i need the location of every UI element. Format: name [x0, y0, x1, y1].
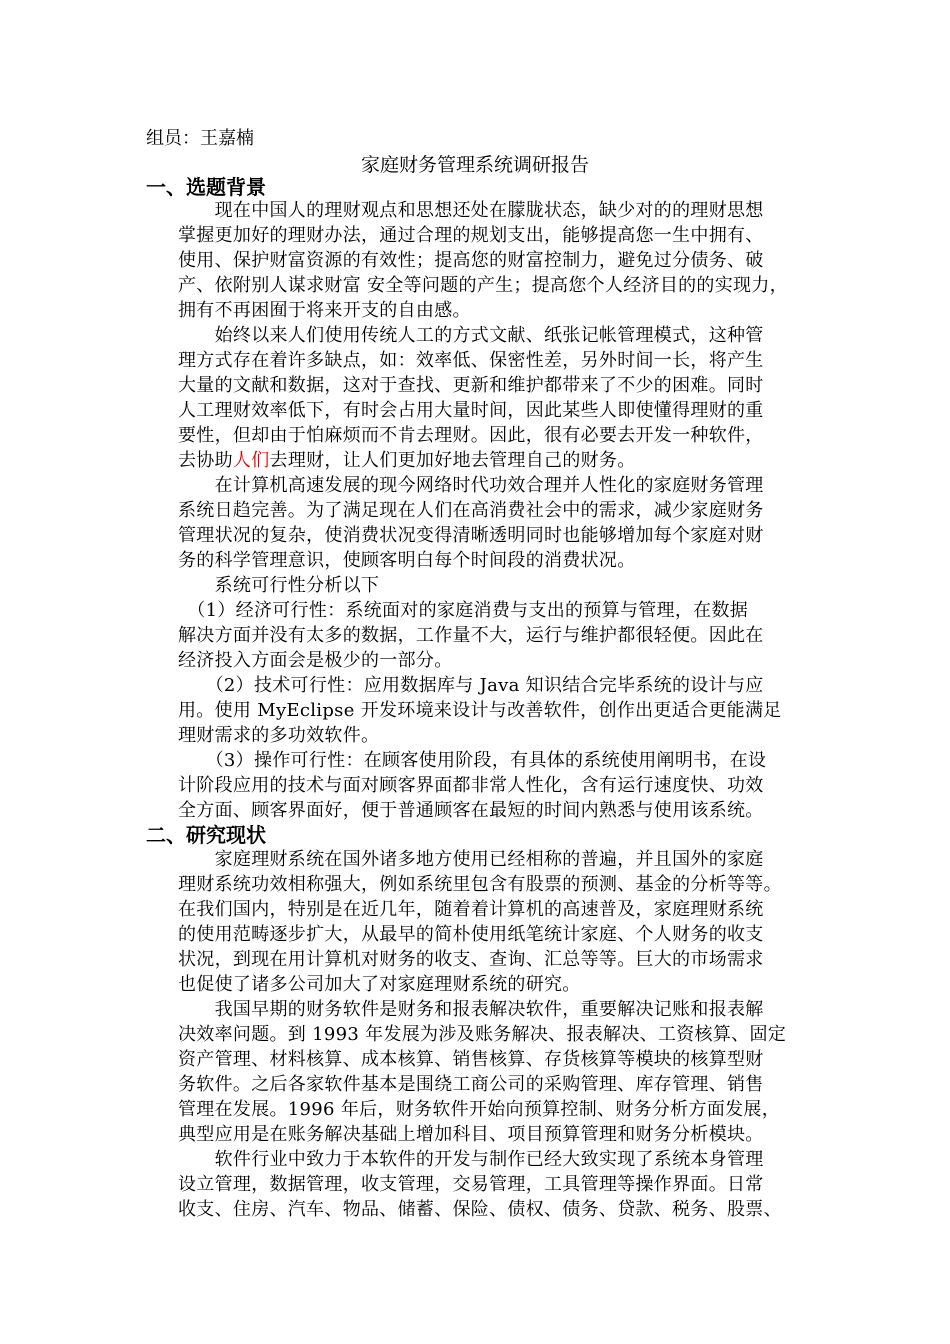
help-line-before: 去协助 [178, 450, 233, 471]
feasibility-item: （1）经济可行性：系统面对的家庭消费与支出的预算与管理，在数据 [178, 600, 749, 621]
paragraph-line: 系统可行性分析以下 [178, 575, 380, 596]
paragraph-line: 拥有不再困囿于将来开支的自由感。 [178, 300, 471, 321]
paragraph-line: 用。使用 MyEclipse 开发环境来设计与改善软件，创作出更适合更能满足 [178, 700, 782, 721]
paragraph-line: 使用、保护财富资源的有效性；提高您的财富控制力，避免过分债务、破 [178, 250, 764, 271]
paragraph-line: 收支、住房、汽车、物品、储蓄、保险、债权、债务、贷款、税务、股票、 [178, 1199, 782, 1220]
paragraph-line: 决效率问题。到 1993 年发展为涉及账务解决、报表解决、工资核算、固定 [178, 1024, 787, 1045]
paragraph-line: 掌握更加好的理财办法，通过合理的规划支出，能够提高您一生中拥有、 [178, 225, 764, 246]
paragraph-line: 典型应用是在账务解决基础上增加科目、项目预算管理和财务分析模块。 [178, 1124, 764, 1145]
paragraph-line: 大量的文献和数据，这对于查找、更新和维护都带来了不少的困难。同时 [178, 375, 764, 396]
section-heading-background: 一、选题背景 [146, 175, 266, 199]
help-line-after: 去理财，让人们更加好地去管理自己的财务。 [269, 450, 636, 471]
paragraph-line: 家庭理财系统在国外诸多地方使用已经相称的普遍，并且国外的家庭 [178, 849, 764, 870]
help-line-red-text: 人们 [232, 450, 270, 471]
paragraph-line: 产、依附别人谋求财富 安全等问题的产生；提高您个人经济目的的实现力， [178, 275, 788, 296]
paragraph-line: 现在中国人的理财观点和思想还处在朦胧状态，缺少对的的理财思想 [178, 200, 764, 221]
paragraph-line: 务的科学管理意识，使顾客明白每个时间段的消费状况。 [178, 550, 636, 571]
paragraph-line: 在计算机高速发展的现今网络时代功效合理并人性化的家庭财务管理 [178, 475, 764, 496]
paragraph-line-highlighted [178, 449, 636, 473]
group-members: 组员：王嘉楠 [146, 128, 254, 149]
paragraph-line: 管理状况的复杂，使消费状况变得清晰透明同时也能够增加每个家庭对财 [178, 525, 764, 546]
paragraph-line: 管理在发展。1996 年后，财务软件开始向预算控制、财务分析方面发展， [178, 1099, 781, 1120]
paragraph-line: 理方式存在着许多缺点，如：效率低、保密性差，另外时间一长，将产生 [178, 350, 764, 371]
paragraph-line: 资产管理、材料核算、成本核算、销售核算、存货核算等模块的核算型财 [178, 1049, 764, 1070]
paragraph-line: 在我们国内，特别是在近几年，随着着计算机的高速普及，家庭理财系统 [178, 899, 764, 920]
paragraph-line: 务软件。之后各家软件基本是围绕工商公司的采购管理、库存管理、销售 [178, 1074, 764, 1095]
paragraph-line: 全方面、顾客界面好，便于普通顾客在最短的时间内熟悉与使用该系统。 [178, 800, 764, 821]
paragraph-line: 设立管理，数据管理，收支管理，交易管理，工具管理等操作界面。日常 [178, 1174, 764, 1195]
paragraph-line: 的使用范畴逐步扩大，从最早的简朴使用纸笔统计家庭、个人财务的收支 [178, 924, 764, 945]
paragraph-line: 理财需求的多功效软件。 [178, 725, 380, 746]
paragraph-line: 计阶段应用的技术与面对顾客界面都非常人性化，含有运行速度快、功效 [178, 775, 764, 796]
document-title: 家庭财务管理系统调研报告 [360, 154, 589, 176]
paragraph-line: 经济投入方面会是极少的一部分。 [178, 650, 453, 671]
paragraph-line: 要性，但却由于怕麻烦而不肯去理财。因此，很有必要去开发一种软件， [178, 425, 764, 446]
paragraph-line: 我国早期的财务软件是财务和报表解决软件，重要解决记账和报表解 [178, 999, 764, 1020]
paragraph-line: 系统日趋完善。为了满足现在人们在高消费社会中的需求，减少家庭财务 [178, 500, 764, 521]
paragraph-line: 软件行业中致力于本软件的开发与制作已经大致实现了系统本身管理 [178, 1149, 764, 1170]
paragraph-line: 理财系统功效相称强大，例如系统里包含有股票的预测、基金的分析等等。 [178, 874, 782, 895]
paragraph-line: 人工理财效率低下，有时会占用大量时间，因此某些人即使懂得理财的重 [178, 400, 764, 421]
feasibility-item: （2）技术可行性：应用数据库与 Java 知识结合完毕系统的设计与应 [178, 675, 764, 696]
paragraph-line: 也促使了诸多公司加大了对家庭理财系统的研究。 [178, 974, 581, 995]
paragraph-line: 始终以来人们使用传统人工的方式文献、纸张记帐管理模式，这种管 [178, 325, 764, 346]
paragraph-line: 解决方面并没有太多的数据，工作量不大，运行与维护都很轻便。因此在 [178, 625, 764, 646]
feasibility-item: （3）操作可行性：在顾客使用阶段，有具体的系统使用阐明书，在设 [178, 750, 767, 771]
paragraph-line: 状况，到现在用计算机对财务的收支、查询、汇总等等。巨大的市场需求 [178, 949, 764, 970]
section-heading-status: 二、研究现状 [146, 823, 266, 847]
